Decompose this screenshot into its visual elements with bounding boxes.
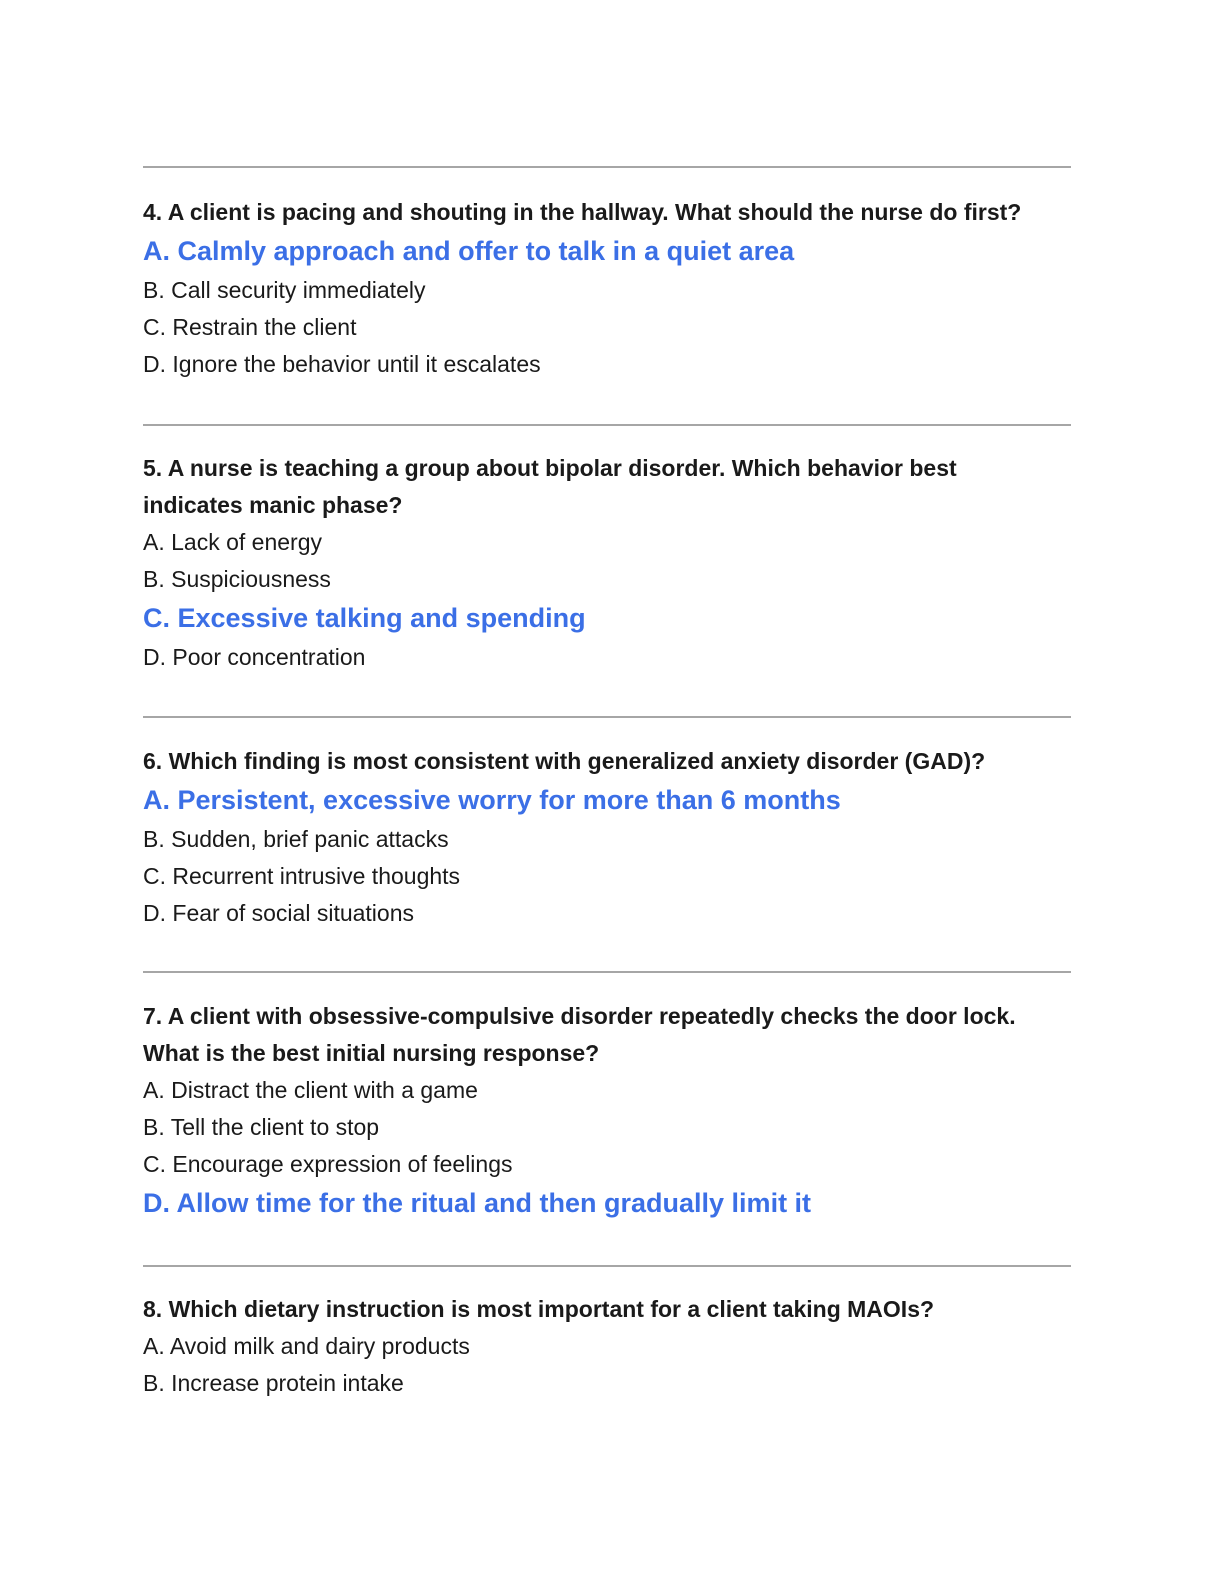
question-stem: 6. Which finding is most consistent with generalized anxiety disorder (GAD)? bbox=[143, 748, 986, 774]
answer-option: C. Restrain the client bbox=[143, 314, 357, 340]
answer-option: A. Distract the client with a game bbox=[143, 1077, 478, 1103]
answer-option: D. Ignore the behavior until it escalates bbox=[143, 351, 541, 377]
divider bbox=[143, 971, 1071, 973]
divider bbox=[143, 424, 1071, 426]
answer-option: B. Increase protein intake bbox=[143, 1370, 404, 1396]
answer-option: D. Fear of social situations bbox=[143, 900, 415, 926]
question-stem: 5. A nurse is teaching a group about bipolar disorder. Which behavior best indicates manic phase? bbox=[143, 455, 957, 518]
question-4 bbox=[143, 194, 1071, 383]
answer-option-correct: A. Calmly approach and offer to talk in a quiet area bbox=[143, 236, 795, 266]
question-7 bbox=[143, 998, 1071, 1224]
answer-option: C. Encourage expression of feelings bbox=[143, 1151, 513, 1177]
question-stem: 4. A client is pacing and shouting in the hallway. What should the nurse do first? bbox=[143, 199, 1022, 225]
question-stem: 8. Which dietary instruction is most important for a client taking MAOIs? bbox=[143, 1296, 935, 1322]
question-6 bbox=[143, 743, 1071, 932]
question-5 bbox=[143, 450, 1071, 676]
answer-option: A. Avoid milk and dairy products bbox=[143, 1333, 470, 1359]
divider bbox=[143, 166, 1071, 168]
divider bbox=[143, 716, 1071, 718]
answer-option-correct: A. Persistent, excessive worry for more than 6 months bbox=[143, 785, 841, 815]
answer-option: C. Recurrent intrusive thoughts bbox=[143, 863, 461, 889]
answer-option: B. Sudden, brief panic attacks bbox=[143, 826, 449, 852]
answer-option-correct: D. Allow time for the ritual and then gradually limit it bbox=[143, 1188, 812, 1218]
answer-option: D. Poor concentration bbox=[143, 644, 366, 670]
answer-option: B. Suspiciousness bbox=[143, 566, 331, 592]
answer-option: A. Lack of energy bbox=[143, 529, 322, 555]
answer-option: B. Call security immediately bbox=[143, 277, 426, 303]
answer-option-correct: C. Excessive talking and spending bbox=[143, 603, 586, 633]
question-stem: 7. A client with obsessive-compulsive disorder repeatedly checks the door lock. What is the best initial nursing response? bbox=[143, 1003, 1016, 1066]
question-8 bbox=[143, 1291, 1071, 1402]
divider bbox=[143, 1265, 1071, 1267]
answer-option: B. Tell the client to stop bbox=[143, 1114, 380, 1140]
document-page bbox=[143, 0, 1071, 1584]
